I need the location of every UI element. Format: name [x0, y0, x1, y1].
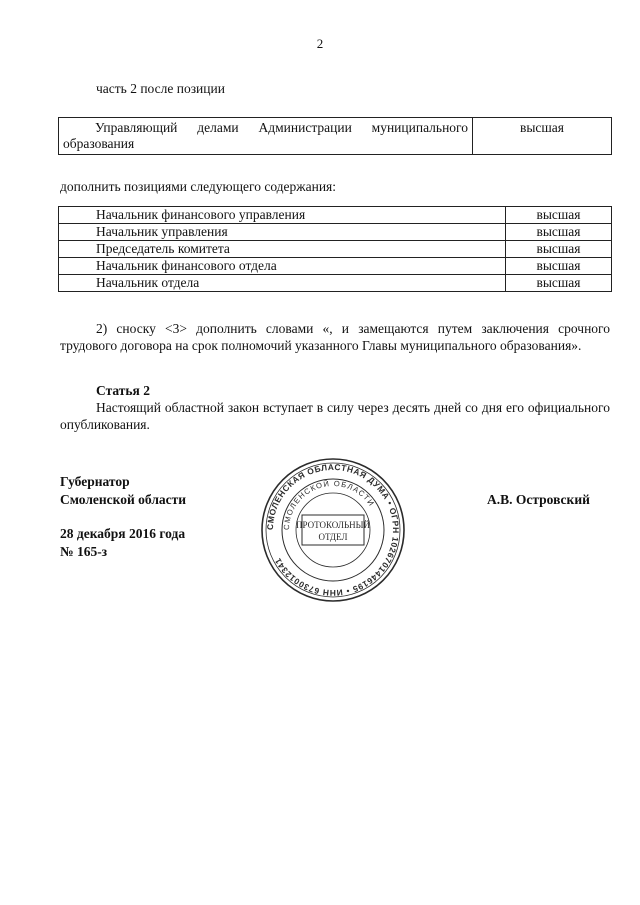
- table-row: [59, 275, 612, 292]
- article-title: Статья 2: [96, 383, 150, 398]
- category-cell: высшая: [506, 275, 612, 292]
- position-table-existing: [58, 117, 612, 155]
- table-row: [59, 241, 612, 258]
- category-cell: высшая: [506, 224, 612, 241]
- table-row: [59, 207, 612, 224]
- law-date-number: [60, 525, 185, 561]
- signatory-name: А.В. Островский: [487, 492, 590, 507]
- table-row: [59, 224, 612, 241]
- footnote-amendment-paragraph: 2) сноску <3> дополнить словами «, и замещаются путем заключения срочного трудового договора на срок полномочий указанного Главы муниципального образования».: [60, 321, 610, 353]
- page-number: 2: [316, 36, 324, 51]
- position-table-added: [58, 206, 612, 292]
- official-seal-stamp: [258, 455, 408, 605]
- signatory-title-line1: Губернатор: [60, 474, 130, 489]
- table-row: [59, 118, 612, 155]
- svg-text:ОТДЕЛ: ОТДЕЛ: [318, 532, 348, 542]
- category-cell: высшая: [473, 118, 612, 155]
- position-cell: Начальник финансового управления: [59, 207, 506, 224]
- addition-text: дополнить позициями следующего содержания:: [60, 179, 337, 194]
- signatory-title: [60, 473, 186, 509]
- svg-text:ПРОТОКОЛЬНЫЙ: ПРОТОКОЛЬНЫЙ: [296, 520, 370, 530]
- position-cell: Начальник управления: [59, 224, 506, 241]
- svg-text:СМОЛЕНСКОЙ ОБЛАСТИ: СМОЛЕНСКОЙ ОБЛАСТИ: [281, 478, 377, 531]
- law-number: № 165-з: [60, 544, 108, 559]
- position-cell: Начальник финансового отдела: [59, 258, 506, 275]
- intro-text: часть 2 после позиции: [96, 81, 225, 96]
- svg-text:СМОЛЕНСКАЯ ОБЛАСТНАЯ ДУМА • ОГ: СМОЛЕНСКАЯ ОБЛАСТНАЯ ДУМА • ОГРН 1026701446195 • ИНН 6730012341: [264, 461, 402, 599]
- category-cell: высшая: [506, 258, 612, 275]
- signatory-title-line2: Смоленской области: [60, 492, 187, 507]
- article-text: Настоящий областной закон вступает в силу через десять дней со дня его официального опубликования.: [60, 400, 610, 432]
- category-cell: высшая: [506, 207, 612, 224]
- position-cell: Управляющий делами Администрации муниципального образования: [59, 118, 473, 155]
- position-cell: Начальник отдела: [59, 275, 506, 292]
- position-cell: Председатель комитета: [59, 241, 506, 258]
- law-date: 28 декабря 2016 года: [60, 526, 186, 541]
- category-cell: высшая: [506, 241, 612, 258]
- table-row: [59, 258, 612, 275]
